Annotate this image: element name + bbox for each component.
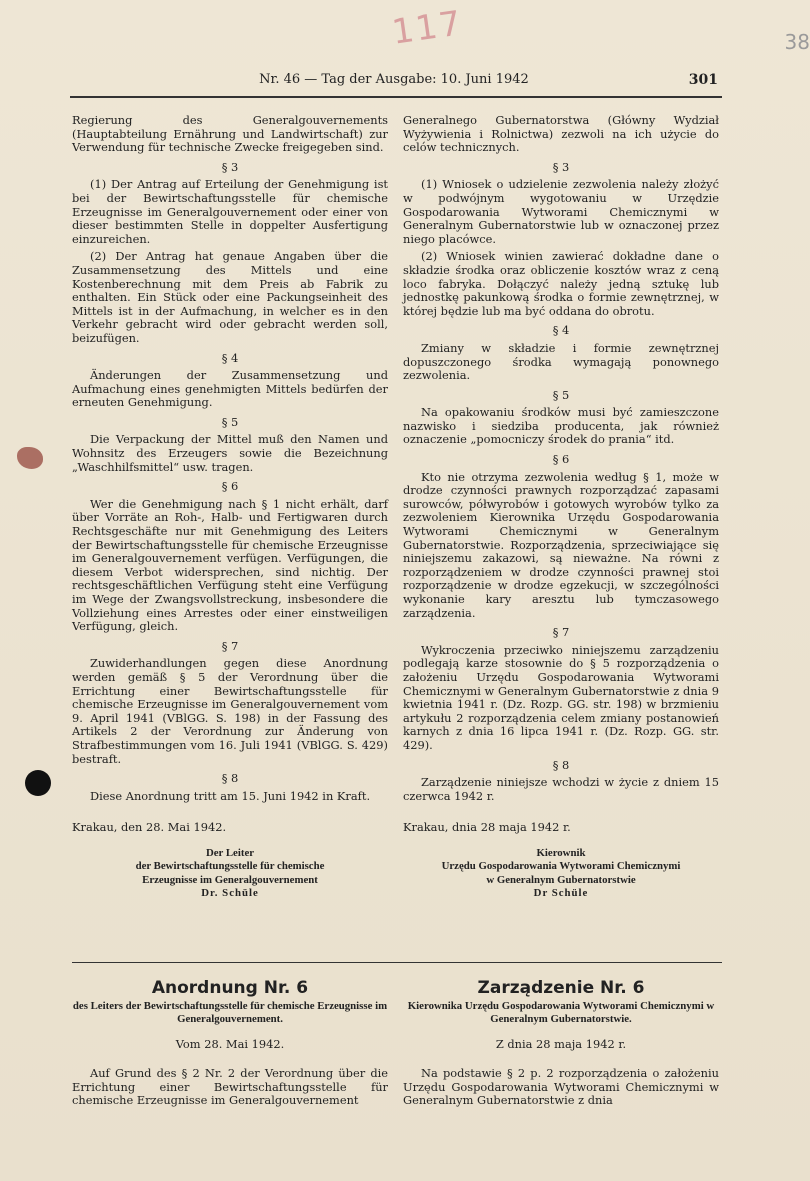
polish-s5-text: Na opakowaniu środków musi być zamieszczone nazwisko i siedziba producenta, jak również oznaczenie „pomocniczy środek do prania“ itd.	[403, 405, 719, 447]
polish-s6-text: Kto nie otrzyma zezwolenia według § 1, może w drodze czynności prawnych rozporządzać zapasami surowców, półwyrobów i gotowych wyrobów tylko za zezwoleniem Kierownika Urzędu Gospodarowania Wytworami Chemicznymi w Generalnym Gubernatorstwie. Rozporządzenia, sprzeciwiające się niniejszemu zakazowi, są nieważne. Na równi z rozporządzeniem w drodze czynności prawnej stoi rozporządzenie w drodze egzekucji, w szczególności wykonanie kary aresztu lub tymczasowego zarządzenia.	[403, 469, 719, 620]
page-header	[70, 72, 718, 94]
pencil-page-annotation: 38	[784, 30, 810, 54]
polish-s6-heading: § 6	[552, 452, 570, 467]
german-next-ordinance	[72, 980, 388, 1108]
german-intro: Regierung des Generalgouvernements (Hauptabteilung Ernährung und Landwirtschaft) zur Verwendung für technische Zwecke freigegeben sind.	[72, 113, 388, 155]
polish-column	[403, 114, 719, 901]
handwritten-annotation: 117	[389, 3, 466, 53]
german-sig-line2: der Bewirtschaftungsstelle für chemische	[135, 860, 325, 873]
german-column	[72, 114, 388, 901]
german-sig-line3: Erzeugnisse im Generalgouvernement	[142, 873, 318, 886]
polish-s8-text: Zarządzenie niniejsze wchodzi w życie z dniem 15 czerwca 1942 r.	[403, 775, 719, 803]
polish-s5-heading: § 5	[552, 387, 570, 402]
polish-sig-line1: Kierownik	[536, 846, 586, 859]
polish-signature	[403, 847, 719, 901]
german-next-title: Anordnung Nr. 6	[151, 978, 309, 998]
german-sig-line1: Der Leiter	[205, 846, 255, 859]
german-s7-heading: § 7	[221, 638, 239, 653]
german-s5-text: Die Verpackung der Mittel muß den Namen und Wohnsitz des Erzeugers sowie die Bezeichnung „Waschhilfsmittel“ usw. tragen.	[72, 432, 388, 474]
polish-s4-heading: § 4	[552, 323, 570, 338]
section-divider	[72, 962, 722, 963]
issue-line: Nr. 46 — Tag der Ausgabe: 10. Juni 1942	[259, 72, 529, 87]
polish-next-date: Z dnia 28 maja 1942 r.	[495, 1036, 627, 1051]
polish-sig-name: Dr Schüle	[533, 887, 589, 900]
page-number: 301	[688, 72, 718, 88]
ink-stain	[17, 447, 43, 469]
german-s6-text: Wer die Genehmigung nach § 1 nicht erhält, darf über Vorräte an Roh-, Halb- und Fertigwaren durch Rechtsgeschäfte nur mit Genehmigung des Leiters der Bewirtschaftungsstelle für chemische Erzeugnisse im Generalgouvernement verfügen. Verfügungen, die diesem Verbot widersprechen, sind nichtig. Der rechtsgeschäftlichen Verfügung steht eine Verfügung im Wege der Zwangsvollstreckung, insbesondere die Vollziehung eines Arrestes oder einer einstweiligen Verfügung, gleich.	[72, 496, 388, 634]
german-s3-heading: § 3	[221, 159, 239, 174]
german-s8-heading: § 8	[221, 771, 239, 786]
polish-sig-line2: Urzędu Gospodarowania Wytworami Chemicznymi	[441, 860, 681, 873]
binder-hole	[25, 770, 51, 796]
german-s4-heading: § 4	[221, 350, 239, 365]
polish-s3-p1: (1) Wniosek o udzielenie zezwolenia należy złożyć w podwójnym wygotowaniu w Urzędzie Gospodarowania Wytworami Chemicznymi w Generalnym Gubernatorstwie lub w oznaczonej przez niego placówce.	[403, 177, 719, 246]
polish-next-title: Zarządzenie Nr. 6	[477, 978, 645, 998]
polish-s4-text: Zmiany w składzie i formie zewnętrznej dopuszczonego środka wymagają ponownego zezwolenia.	[403, 340, 719, 383]
polish-s3-p2: (2) Wniosek winien zawierać dokładne dane o składzie środka oraz obliczenie kosztów wraz z ceną loco fabryka. Dołączyć należy jedną sztukę lub jednostkę pakunkową środka o formie zewnętrznej, w której będzie lub ma być oddana do obrotu.	[403, 249, 719, 318]
german-sig-name: Dr. Schüle	[201, 887, 259, 900]
polish-next-ordinance	[403, 980, 719, 1108]
german-s4-text: Änderungen der Zusammensetzung und Aufmachung eines genehmigten Mittels bedürfen der erneuten Genehmigung.	[72, 368, 388, 410]
german-next-subtitle: des Leiters der Bewirtschaftungsstelle für chemische Erzeugnisse im Generalgouvernement.	[72, 999, 388, 1025]
german-s7-text: Zuwiderhandlungen gegen diese Anordnung werden gemäß § 5 der Verordnung über die Errichtung einer Bewirtschaftungsstelle für chemische Erzeugnisse im Generalgouvernement vom 9. April 1941 (VBlGG. S. 198) in der Fassung des Artikels 2 der Verordnung zur Änderung von Strafbestimmungen vom 16. Juli 1941 (VBlGG. S. 429) bestraft.	[72, 656, 388, 766]
german-s6-heading: § 6	[221, 479, 239, 494]
german-dateline: Krakau, den 28. Mai 1942.	[72, 820, 227, 835]
polish-s7-text: Wykroczenia przeciwko niniejszemu zarządzeniu podlegają karze stosownie do § 5 rozporządzenia o założeniu Urzędu Gospodarowania Wytworami Chemicznymi w Generalnym Gubernatorstwie z dnia 9 kwietnia 1941 r. (Dz. Rozp. GG. str. 198) w brzmieniu artykułu 2 rozporządzenia celem zmiany postanowień karnych z dnia 16 lipca 1941 r. (Dz. Rozp. GG. str. 429).	[403, 642, 719, 752]
german-next-date: Vom 28. Mai 1942.	[175, 1036, 285, 1051]
polish-intro: Generalnego Gubernatorstwa (Główny Wydział Wyżywienia i Rolnictwa) zezwoli na ich użycie do celów technicznych.	[403, 113, 719, 155]
polish-next-text: Na podstawie § 2 p. 2 rozporządzenia o założeniu Urzędu Gospodarowania Wytworami Chemicznymi w Generalnym Gubernatorstwie z dnia	[403, 1066, 719, 1108]
header-rule	[70, 96, 722, 98]
polish-s3-heading: § 3	[552, 159, 570, 174]
german-s3-p2: (2) Der Antrag hat genaue Angaben über die Zusammensetzung des Mittels und eine Kostenberechnung mit dem Preis ab Fabrik zu enthalten. Ein Stück oder eine Packungseinheit des Mittels ist in der Aufmachung, in welcher es in den Verkehr gebracht wird oder gebracht werden soll, beizufügen.	[72, 249, 388, 345]
polish-dateline: Krakau, dnia 28 maja 1942 r.	[403, 820, 571, 835]
polish-sig-line3: w Generalnym Gubernatorstwie	[486, 873, 636, 886]
german-s5-heading: § 5	[221, 414, 239, 429]
german-s3-p1: (1) Der Antrag auf Erteilung der Genehmigung ist bei der Bewirtschaftungsstelle für chemische Erzeugnisse im Generalgouvernement oder einer von dieser bestimmten Stelle in doppelter Ausfertigung einzureichen.	[72, 177, 388, 246]
polish-next-subtitle: Kierownika Urzędu Gospodarowania Wytworami Chemicznymi w Generalnym Gubernatorstwie.	[407, 999, 715, 1025]
german-s8-text: Diese Anordnung tritt am 15. Juni 1942 in Kraft.	[90, 788, 371, 803]
german-next-text: Auf Grund des § 2 Nr. 2 der Verordnung über die Errichtung einer Bewirtschaftungsstelle für chemische Erzeugnisse im Generalgouvernement	[72, 1066, 388, 1108]
polish-s7-heading: § 7	[552, 625, 570, 640]
german-signature	[72, 847, 388, 901]
polish-s8-heading: § 8	[552, 757, 570, 772]
